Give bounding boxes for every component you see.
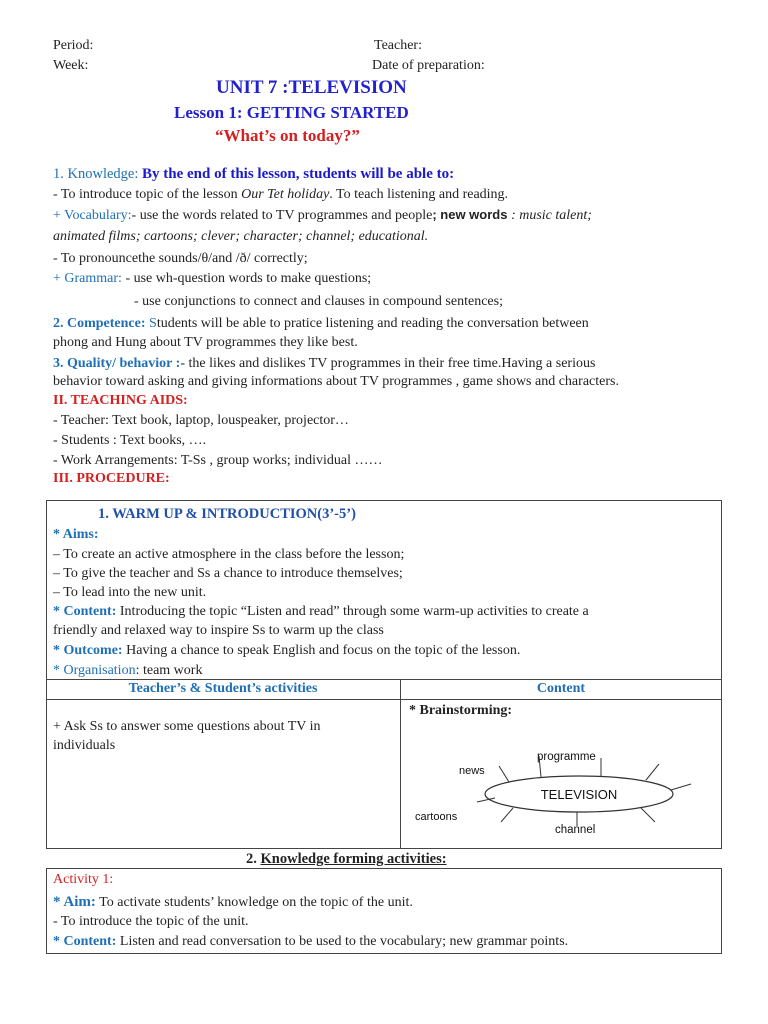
brainstorm-diagram bbox=[401, 722, 721, 848]
warmup-aims-label: * Aims: bbox=[53, 527, 99, 542]
diagram-node-cartoons: cartoons bbox=[415, 811, 458, 823]
brainstorm-label: * Brainstorming: bbox=[409, 703, 513, 718]
aids-item-teacher: - Teacher: Text book, laptop, louspeaker, projector… bbox=[53, 413, 349, 428]
pronunciation-line: - To pronouncethe sounds/θ/and /ð/ correctly; bbox=[53, 251, 308, 266]
activity-text-1: + Ask Ss to answer some questions about TV in bbox=[53, 719, 321, 734]
diagram-node-news: news bbox=[459, 765, 485, 777]
grammar-line-2: - use conjunctions to connect and clauses in compound sentences; bbox=[134, 294, 503, 309]
date-prep-label: Date of preparation: bbox=[372, 58, 485, 73]
aids-item-work: - Work Arrangements: T-Ss , group works; individual …… bbox=[53, 453, 383, 468]
activity-1-content-line: * Content: Listen and read conversation to be used to the vocabulary; new grammar points. bbox=[53, 934, 569, 949]
activity-1-label: Activity 1: bbox=[53, 872, 114, 887]
lesson-subtitle: “What’s on today?” bbox=[215, 126, 360, 145]
activity-1-aim-line-2: - To introduce the topic of the unit. bbox=[53, 914, 249, 929]
vocabulary-line: + Vocabulary:- use the words related to TV programmes and people; new words : music talent; bbox=[53, 207, 592, 223]
knowledge-intro: By the end of this lesson, students will be able to: bbox=[142, 166, 455, 182]
grammar-label: + Grammar: bbox=[53, 271, 122, 286]
aids-item-students: - Students : Text books, …. bbox=[53, 433, 207, 448]
warmup-aim-3: – To lead into the new unit. bbox=[53, 585, 207, 600]
table-header-activities: Teacher’s & Student’s activities bbox=[128, 681, 318, 696]
table-header-content: Content bbox=[536, 681, 586, 696]
procedure-heading: III. PROCEDURE: bbox=[53, 471, 170, 486]
knowledge-heading bbox=[53, 165, 454, 183]
activity-text-2: individuals bbox=[53, 738, 116, 753]
competence-line-1: 2. Competence: Students will be able to pratice listening and reading the conversation between bbox=[53, 316, 589, 331]
diagram-node-channel: channel bbox=[555, 824, 596, 836]
teacher-label: Teacher: bbox=[374, 38, 422, 53]
diagram-center-label: TELEVISION bbox=[540, 787, 618, 802]
vocabulary-list-line: animated films; cartoons; clever; character; channel; educational. bbox=[53, 229, 429, 244]
diagram-node-programme: programme bbox=[537, 751, 596, 763]
week-label: Week: bbox=[53, 58, 89, 73]
quality-label: 3. Quality/ behavior : bbox=[53, 356, 181, 371]
warmup-outcome-line: * Outcome: Having a chance to speak English and focus on the topic of the lesson. bbox=[53, 643, 521, 658]
unit-title: UNIT 7 :TELEVISION bbox=[216, 77, 407, 98]
period-label: Period: bbox=[53, 38, 94, 53]
warmup-title: 1. WARM UP & INTRODUCTION(3’-5’) bbox=[98, 506, 356, 522]
warmup-aim-1: – To create an active atmosphere in the class before the lesson; bbox=[53, 547, 405, 562]
knowledge-label: 1. Knowledge: bbox=[53, 166, 139, 182]
teaching-aids-heading: II. TEACHING AIDS: bbox=[53, 393, 188, 408]
activity-1-aim-line: * Aim: To activate students’ knowledge on the topic of the unit. bbox=[53, 894, 413, 910]
grammar-line: + Grammar: - use wh-question words to make questions; bbox=[53, 271, 372, 286]
table-header-divider bbox=[46, 699, 722, 700]
warmup-content-line-2: friendly and relaxed way to inspire Ss to warm up the class bbox=[53, 623, 384, 638]
warmup-content-line-1: * Content: Introducing the topic “Listen and read” through some warm-up activities to create a bbox=[53, 604, 589, 619]
warmup-aim-2: – To give the teacher and Ss a chance to introduce themselves; bbox=[53, 566, 403, 581]
warmup-organisation-line: * Organisation: team work bbox=[53, 663, 203, 678]
knowledge-forming-heading: 2. Knowledge forming activities: bbox=[246, 851, 447, 867]
competence-line-2: phong and Hung about TV programmes they like best. bbox=[53, 335, 358, 350]
vocabulary-label: + Vocabulary: bbox=[53, 208, 132, 223]
lesson-title: Lesson 1: GETTING STARTED bbox=[174, 103, 409, 122]
quality-line-1: 3. Quality/ behavior :- the likes and dislikes TV programmes in their free time.Having a serious bbox=[53, 356, 596, 371]
quality-line-2: behavior toward asking and giving informations about TV programmes , game shows and characters. bbox=[53, 374, 619, 389]
competence-label: 2. Competence: bbox=[53, 316, 150, 331]
knowledge-line-1: - To introduce topic of the lesson Our Tet holiday. To teach listening and reading. bbox=[53, 187, 509, 202]
